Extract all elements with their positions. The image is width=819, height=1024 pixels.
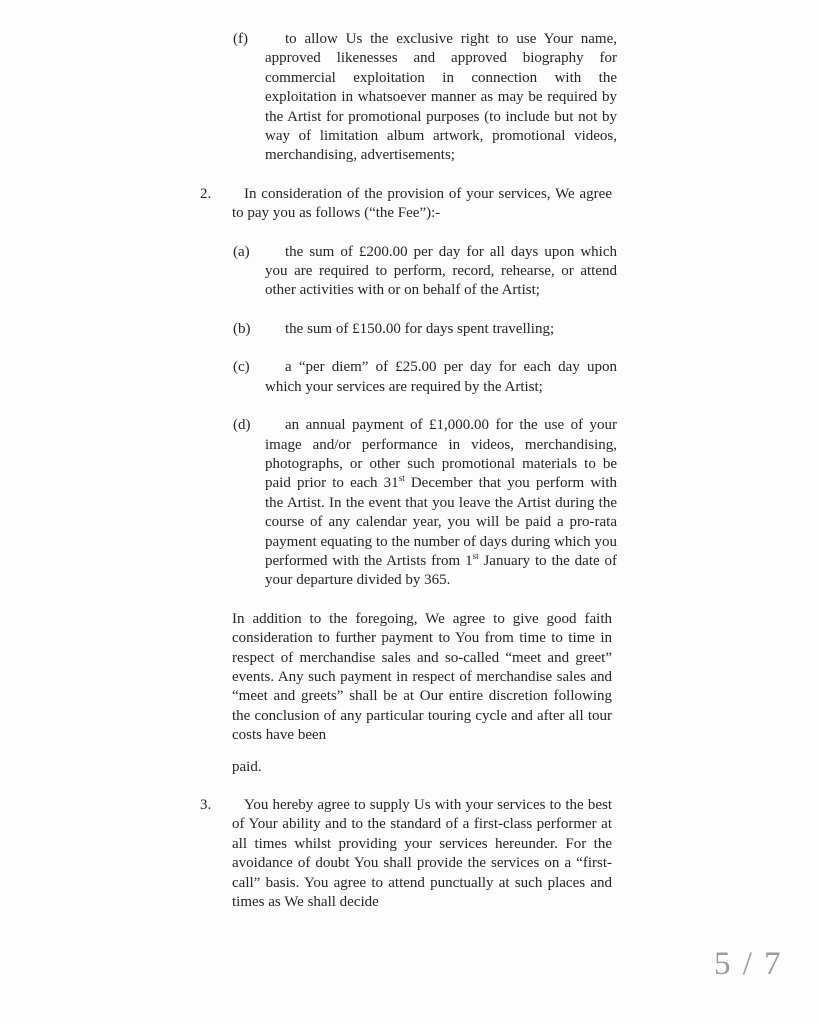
ordinal-superscript: st [398, 473, 405, 484]
clause-2 [200, 185, 628, 224]
subclause-d-text [265, 416, 617, 591]
clause-3-number: 3. [200, 797, 212, 813]
subclause-a-label: (a) [233, 243, 250, 260]
clause-2-number: 2. [200, 185, 212, 202]
clause-2-text: In consideration of the provision of your services, We agree to pay you as follows (“the Fee”):- [232, 185, 612, 222]
subclause-b-text: the sum of £150.00 for days spent travelling; [285, 320, 555, 337]
contract-text-block [200, 30, 628, 931]
subclause-d-text-part1: an annual payment of £1,000.00 for the use of your image and/or performance in videos, merchandising, photographs, or other such promotional materials to be paid prior to each 31 [265, 417, 617, 492]
subclause-a [233, 243, 628, 301]
clause-3 [200, 796, 628, 912]
paragraph-further-payment: In addition to the foregoing, We agree to give good faith consideration to further payment to You from time to time in respect of merchandise sales and so-called “meet and greet” events. Any such payment in respect of merchandise sales and “meet and greets” shall be at Our entire discretion following the conclusion of any particular touring cycle and after all tour costs have been [232, 610, 612, 744]
subclause-f-text: to allow Us the exclusive right to use Your name, approved likenesses and approved biography for commercial exploitation in connection with the exploitation in whatsoever manner as may be required by the Artist for promotional purposes (to include but not by way of limitation album artwork, promotional videos, merchandising, advertisements; [265, 31, 617, 164]
subclause-d-text-part3: January to the date of your departure divided by 365. [265, 552, 617, 589]
subclause-b [233, 320, 628, 339]
clause-3-text: You hereby agree to supply Us with your services to the best of Your ability and to the standard of a first-class performer at all times whilst providing your services hereunder. For the avoidance of doubt You shall provide the services on a “first-call” basis. You agree to attend punctually at such places and times as We shall decide [232, 797, 612, 911]
subclause-d [233, 416, 628, 591]
subclause-a-text: the sum of £200.00 per day for all days upon which you are required to perform, record, rehearse, or attend other activities with or on behalf of the Artist; [265, 243, 617, 299]
subclause-f-label: (f) [233, 31, 248, 47]
subclause-d-text-part2: December that you perform with the Artist. In the event that you leave the Artist during the course of any calendar year, you will be paid a pro-rata payment equating to the number of days during which you performed with the Artists from 1 [265, 475, 617, 569]
subclause-c [233, 358, 628, 397]
subclause-c-text: a “per diem” of £25.00 per day for each day upon which your services are required by the Artist; [265, 359, 617, 395]
subclause-c-label: (c) [233, 359, 250, 376]
ordinal-superscript: st [472, 550, 479, 561]
subclause-b-label: (b) [233, 320, 251, 337]
page-indicator: 5 / 7 [714, 946, 783, 982]
subclause-f [233, 30, 628, 166]
subclause-d-label: (d) [233, 417, 251, 434]
paragraph-paid: paid. [232, 758, 262, 775]
